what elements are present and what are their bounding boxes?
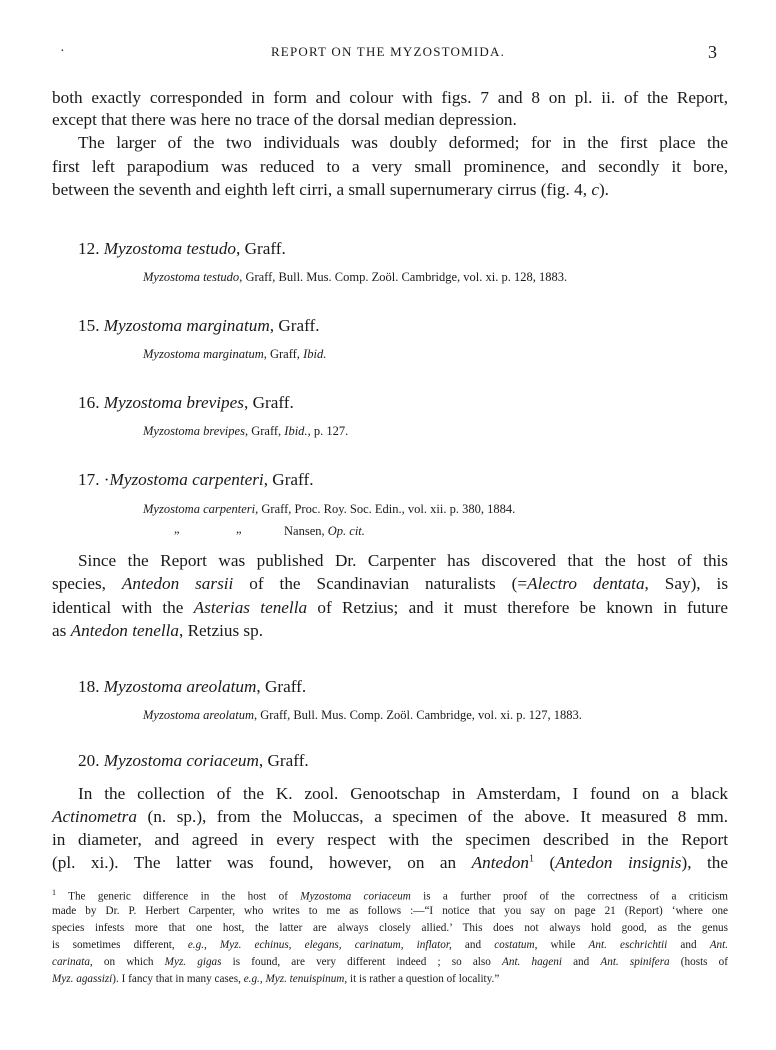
- footnote-reference: 1: [528, 853, 534, 865]
- footnote-line-1: $^1$ The generic difference in the host of Myzostoma coriaceum is a further proof of the correctness of a criticism: [52, 888, 728, 903]
- entry-20-heading: 20. Myzostoma coriaceum, Graff.: [78, 751, 309, 770]
- coriaceum-line-3: in diameter, and agreed in every respect with the specimen described in the Report: [52, 830, 728, 849]
- entry-16-heading: 16. Myzostoma brevipes, Graff.: [78, 393, 294, 412]
- footnote-line-3: species infests more that one host, the latter are always closely allied.’ This does not always hold good, as the genus: [52, 922, 728, 934]
- entry-15-heading: 15. Myzostoma marginatum, Graff.: [78, 316, 320, 335]
- header-dot: ·: [60, 44, 65, 59]
- intro-line-1: both exactly corresponded in form and colour with figs. 7 and 8 on pl. ii. of the Report,: [52, 88, 728, 107]
- carpenter-line-3: identical with the Asterias tenella of Retzius; and it must therefore be known in future: [52, 598, 729, 617]
- entry-18-reference: Myzostoma areolatum, Graff, Bull. Mus. Comp. Zoöl. Cambridge, vol. xi. p. 127, 1883.: [143, 708, 582, 722]
- footnote-line-5: carinata, on which Myz. gigas is found, are very different indeed ; so also Ant. hageni and Ant. spinifera (hosts of: [52, 956, 728, 968]
- entry-17-reference: Myzostoma carpenteri, Graff, Proc. Roy. Soc. Edin., vol. xii. p. 380, 1884.: [143, 502, 516, 516]
- coriaceum-line-2: Actinometra (n. sp.), from the Moluccas, a specimen of the above. It measured 8 mm.: [52, 807, 728, 826]
- footnote-line-2: made by Dr. P. Herbert Carpenter, who writes to me as follows :—“I notice that you say on page 21 (Report) ‘where one: [52, 905, 728, 917]
- intro-line-4: first left parapodium was reduced to a very small prominence, and secondly it bore,: [52, 157, 728, 176]
- ditto-mark-2: „: [236, 522, 242, 536]
- entry-16-reference: Myzostoma brevipes, Graff, Ibid., p. 127.: [143, 424, 349, 438]
- entry-17-reference-2: Nansen, Op. cit.: [284, 524, 365, 538]
- footnote-line-4: is sometimes different, e.g., Myz. echinus, elegans, carinatum, inflator, and costatum, while Ant. eschrichtii and Ant.: [52, 939, 729, 951]
- page-number: 3: [708, 42, 717, 62]
- coriaceum-line-4: (pl. xi.). The latter was found, however, on an Antedon$^1$ (Antedon insignis), the: [52, 853, 728, 872]
- intro-line-3: The larger of the two individuals was doubly deformed; for in the first place the: [78, 133, 728, 152]
- entry-15-reference: Myzostoma marginatum, Graff, Ibid.: [143, 347, 327, 361]
- coriaceum-line-1: In the collection of the K. zool. Genootschap in Amsterdam, I found on a black: [78, 784, 728, 803]
- intro-line-5: between the seventh and eighth left cirri, a small supernumerary cirrus (fig. 4, c).: [52, 180, 609, 199]
- carpenter-line-4: as Antedon tenella, Retzius sp.: [52, 621, 264, 640]
- entry-12-reference: Myzostoma testudo, Graff, Bull. Mus. Comp. Zoöl. Cambridge, vol. xi. p. 128, 1883.: [143, 270, 568, 284]
- footnote-line-6: Myz. agassizi). I fancy that in many cases, e.g., Myz. tenuispinum, it is rather a question of locality.”: [52, 973, 500, 985]
- entry-18-heading: 18. Myzostoma areolatum, Graff.: [78, 677, 307, 696]
- carpenter-line-1: Since the Report was published Dr. Carpenter has discovered that the host of this: [78, 551, 728, 570]
- entry-12-heading: 12. Myzostoma testudo, Graff.: [78, 239, 286, 258]
- entry-17-heading: 17. ·Myzostoma carpenteri, Graff.: [78, 470, 314, 489]
- ditto-mark-1: „: [174, 522, 180, 536]
- running-header: REPORT ON THE MYZOSTOMIDA.: [270, 44, 506, 59]
- intro-line-2: except that there was here no trace of the dorsal median depression.: [52, 110, 517, 129]
- carpenter-line-2: species, Antedon sarsii of the Scandinavian naturalists (=Alectro dentata, Say), is: [52, 574, 729, 593]
